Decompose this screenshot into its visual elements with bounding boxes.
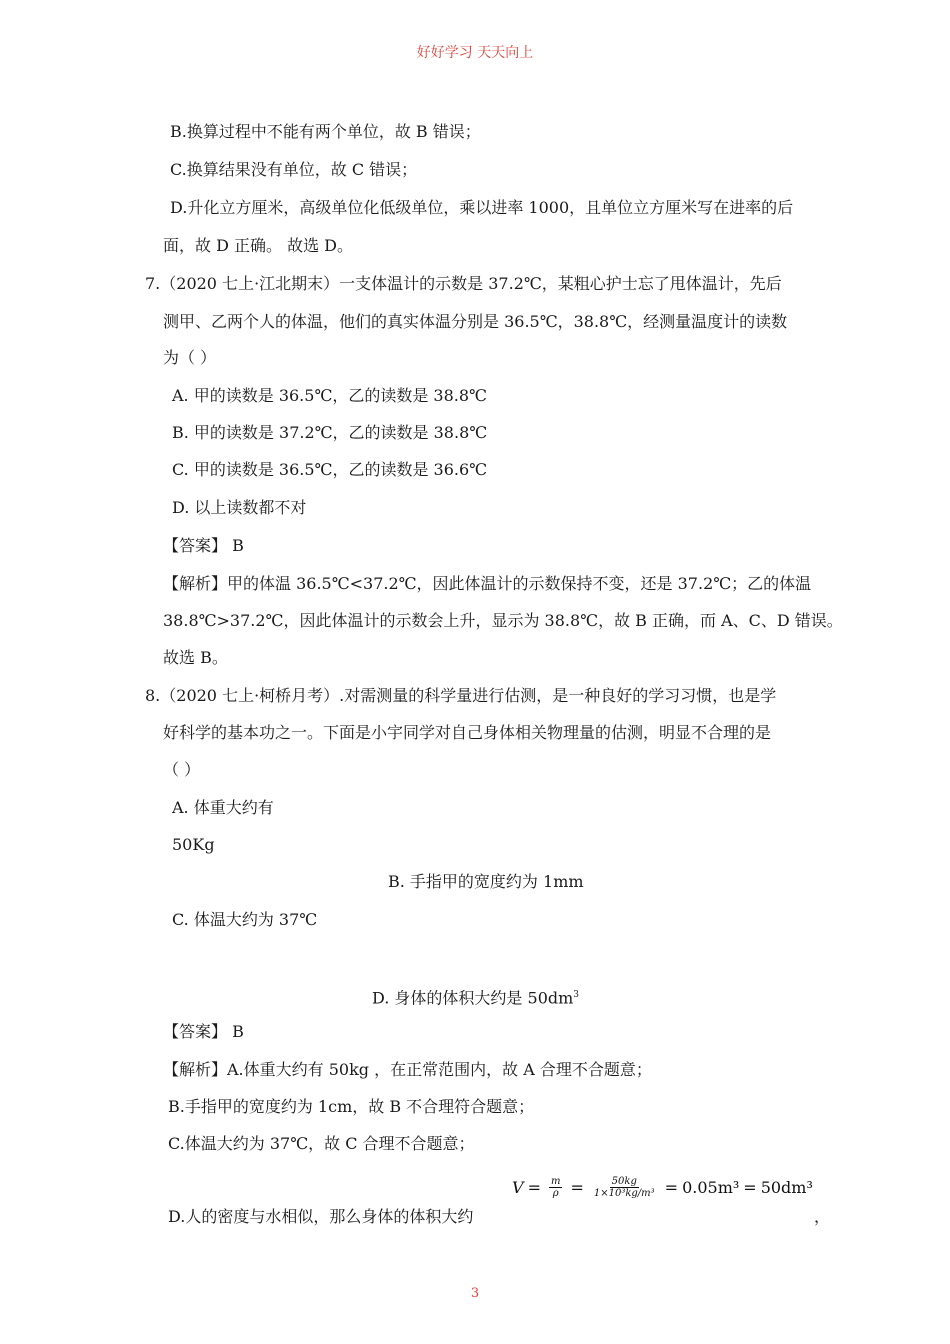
question-8-explanation: 【解析】A.体重大约有 50kg ，在正常范围内，故 A 合理不合题意； [163,1060,652,1079]
question-7-option-c: C. 甲的读数是 36.5℃，乙的读数是 36.6℃ [172,460,488,479]
question-7-option-b: B. 甲的读数是 37.2℃，乙的读数是 38.8℃ [172,423,488,442]
page-number: 3 [470,1286,480,1301]
equals-sign: = [664,1178,679,1197]
trailing-comma: ， [814,1207,831,1226]
text-line: D.升化立方厘米，高级单位化低级单位，乘以进率 1000，且单位立方厘米写在进率的后 [170,198,794,217]
question-8-stem: 8.（2020 七上·柯桥月考）.对需测量的科学量进行估测，是一种良好的学习习惯，也是学 [145,686,777,705]
fraction-values [592,1176,657,1199]
question-8-option-c: C. 体温大约为 37℃ [172,910,318,929]
formula-lhs: V [512,1178,524,1197]
formula-value: 0.05m³ [682,1178,740,1197]
fraction-numerator: 50kg [611,1176,637,1187]
question-7-explanation: 38.8℃>37.2℃，因此体温计的示数会上升，显示为 38.8℃，故 B 正确，而 A、C、D 错误。 [163,611,843,630]
question-8-option-b: B. 手指甲的宽度约为 1mm [388,872,584,891]
equals-sign: = [527,1178,541,1197]
fraction-denominator: 1×10³kg/m³ [593,1188,655,1199]
text-line: B.换算过程中不能有两个单位，故 B 错误； [170,122,481,141]
question-7-option-a: A. 甲的读数是 36.5℃，乙的读数是 38.8℃ [172,386,487,405]
text-line: 面，故 D 正确。 故选 D。 [163,236,354,255]
fraction-numerator: m [550,1176,561,1187]
equals-sign: = [743,1178,757,1197]
page-header: 好好学习 天天向上 [416,45,534,61]
question-7-explanation: 故选 B。 [163,648,228,667]
question-8-option-d [372,985,579,1008]
fraction-denominator: ρ [552,1188,559,1199]
superscript-3: 3 [573,990,580,1000]
question-8-explanation: B.手指甲的宽度约为 1cm，故 B 不合理符合题意； [168,1097,535,1116]
question-8-option-a-value: 50Kg [172,835,215,854]
question-7-answer: 【答案】 B [163,536,244,555]
formula-value: 50dm³ [760,1178,813,1197]
question-8-answer: 【答案】 B [163,1022,244,1041]
volume-formula [512,1176,813,1199]
text-line: C.换算结果没有单位，故 C 错误； [170,160,418,179]
equals-sign: = [570,1178,584,1197]
question-7-stem: 测甲、乙两个人的体温，他们的真实体温分别是 36.5℃，38.8℃，经测量温度计的读数 [163,312,788,331]
question-7-option-d: D. 以上读数都不对 [172,498,307,517]
question-8-option-a: A. 体重大约有 [172,798,274,817]
question-8-explanation: D.人的密度与水相似，那么身体的体积大约 [168,1207,474,1226]
question-8-explanation: C.体温大约为 37℃，故 C 合理不合题意； [168,1134,475,1153]
question-7-stem: 7.（2020 七上·江北期末）一支体温计的示数是 37.2℃，某粗心护士忘了甩体温计，先后 [145,274,782,293]
question-7-explanation: 【解析】甲的体温 36.5℃<37.2℃，因此体温计的示数保持不变，还是 37.2℃；乙的体温 [163,574,812,593]
question-8-stem: 好科学的基本功之一。下面是小宇同学对自己身体相关物理量的估测，明显不合理的是 [163,723,772,742]
fraction-m-over-rho [549,1176,562,1199]
question-7-stem: 为（ ） [163,348,217,367]
option-d-text: D. 身体的体积大约是 50dm [372,988,574,1008]
question-8-stem: （ ） [163,760,201,779]
